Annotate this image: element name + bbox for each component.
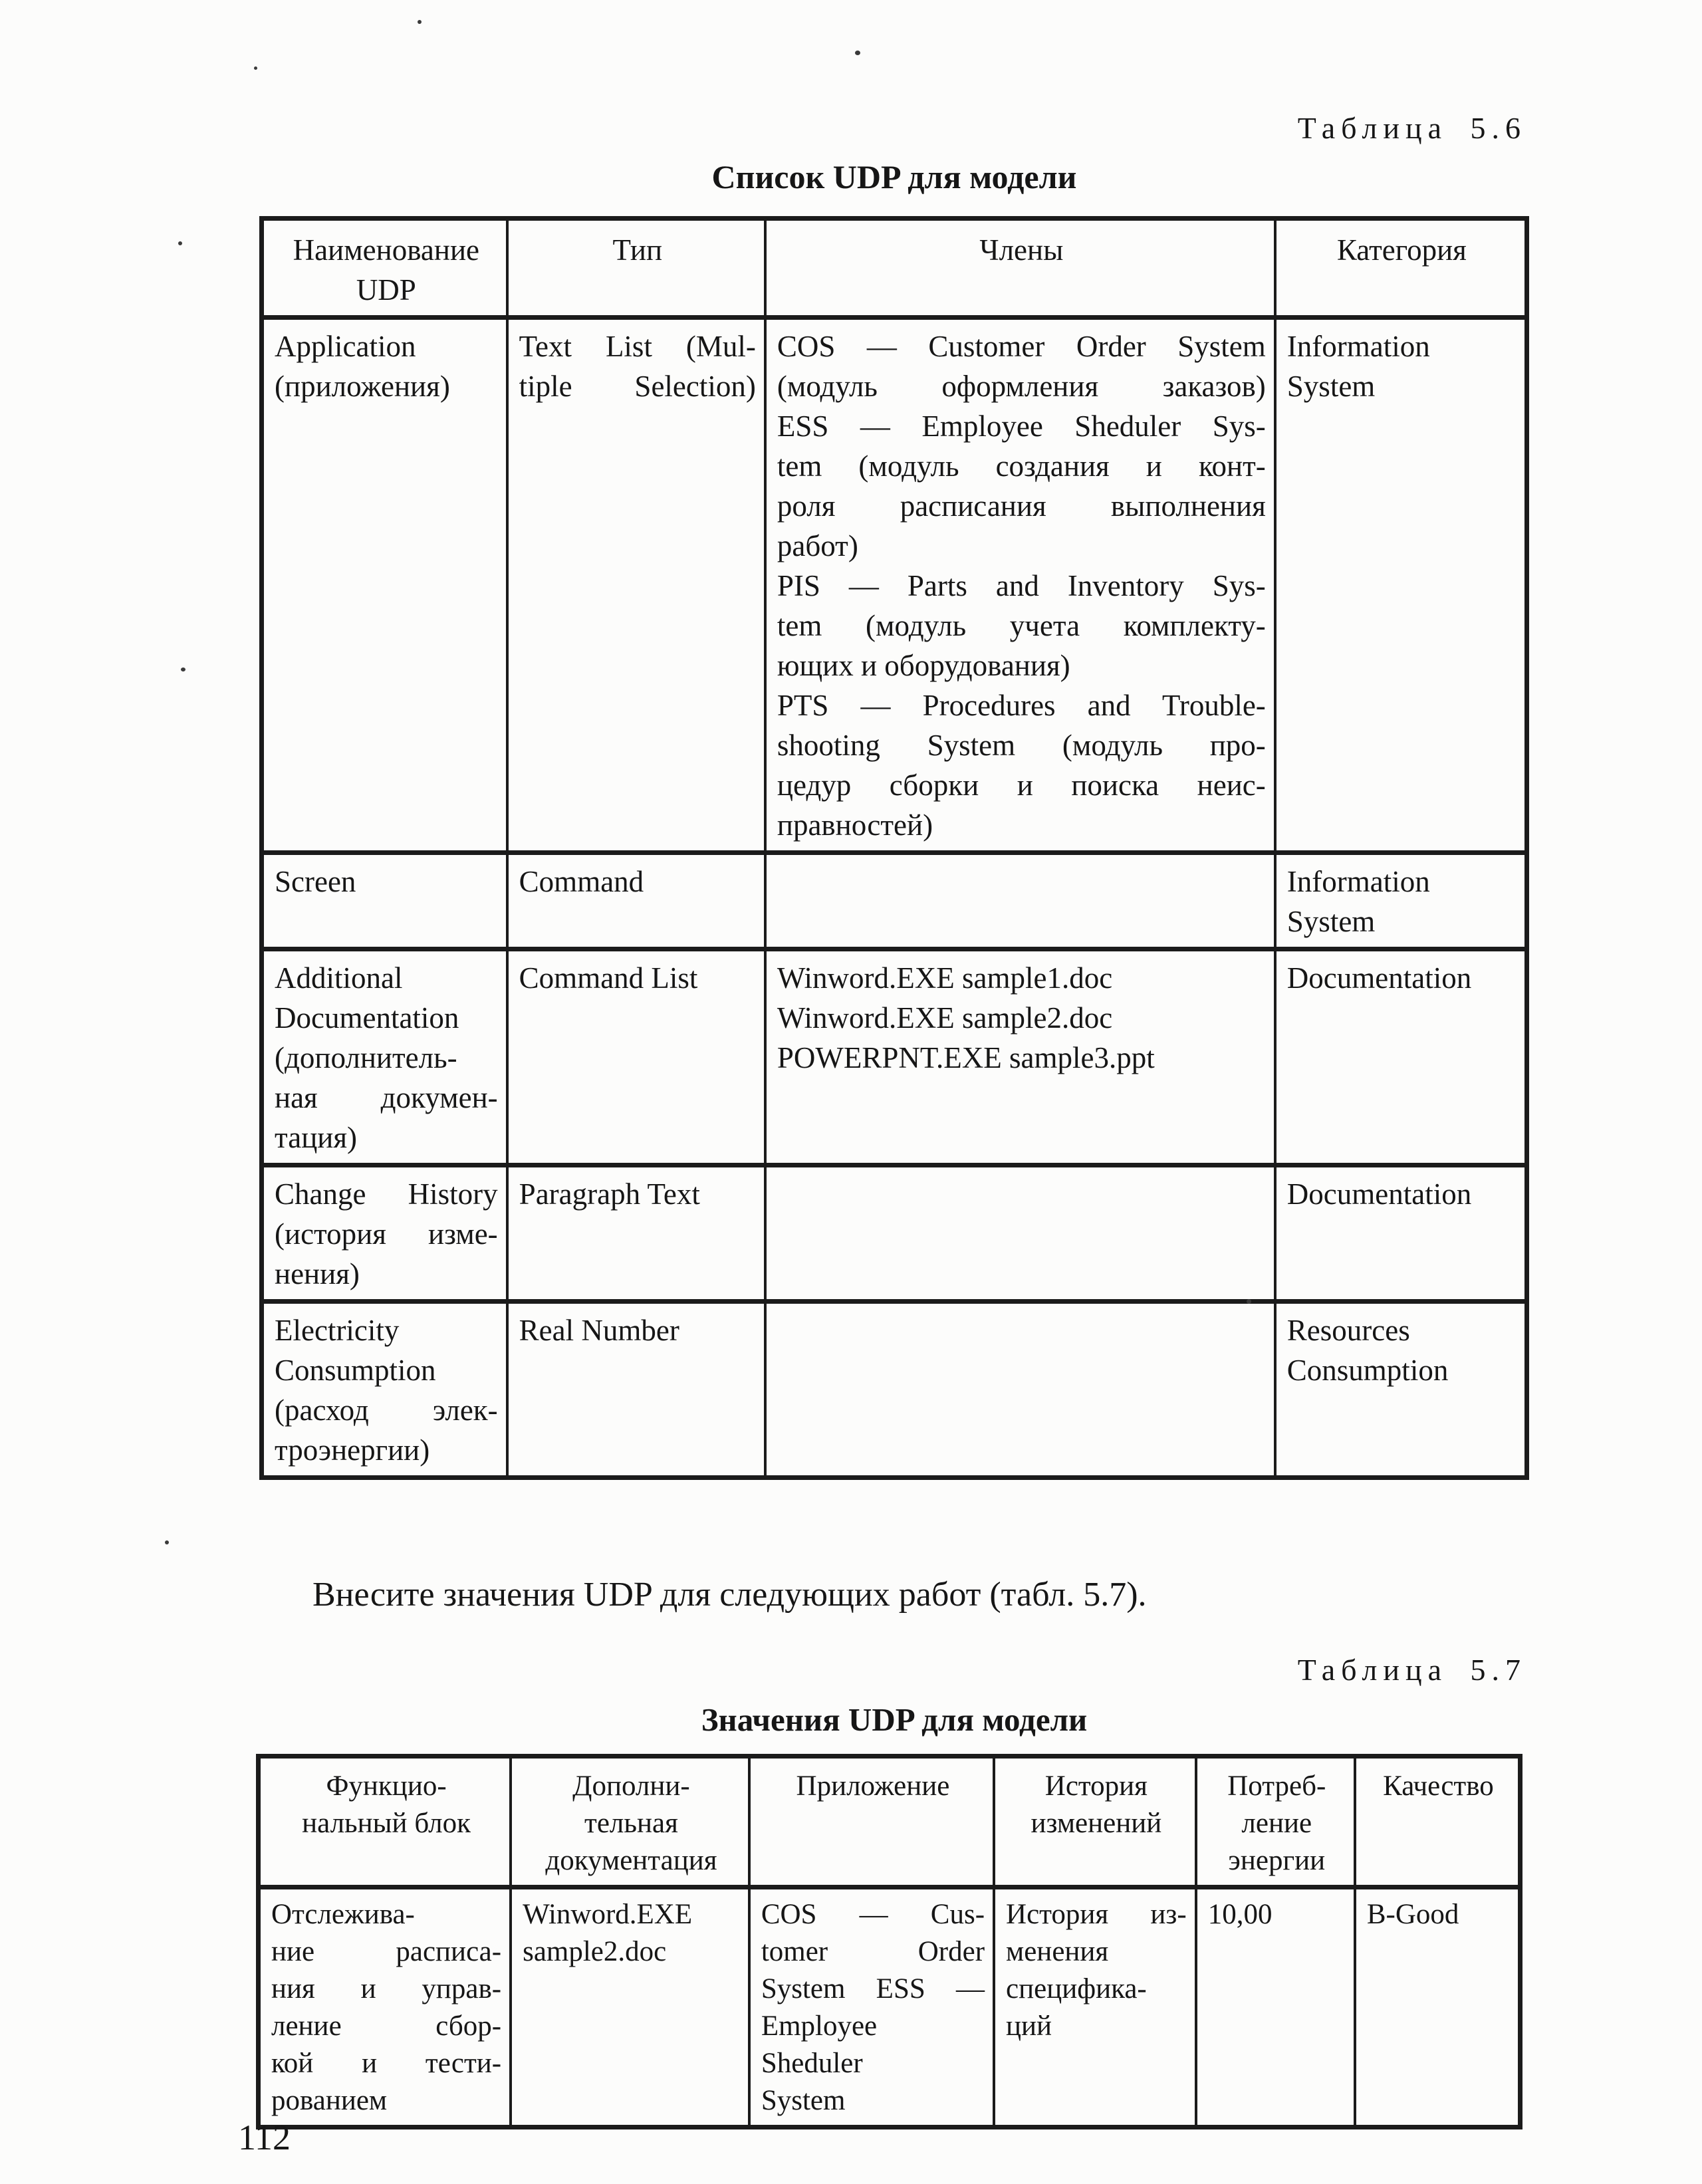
t1-r3-type-cell: Command List bbox=[507, 949, 765, 1165]
t1-r4-members-cell bbox=[765, 1165, 1275, 1302]
scan-speck bbox=[165, 1540, 169, 1544]
t1-r1-members-cell: COS — Customer Order System (модуль оформления заказов) ESS — Employee Sheduler Sys- tem (модуль создания и конт- роля расписания выполнения работ) PIS — Parts and Inventory Sys- tem (модуль учета комплекту- ющих и оборудования) PTS — Procedures and Trouble- shooting System (модуль про- цедур сборки и поиска неис- правностей) bbox=[765, 318, 1275, 853]
t1-header-type: Тип bbox=[507, 219, 765, 318]
table-5-6-title: Список UDP для модели bbox=[711, 158, 1077, 195]
t1-r4-type-cell: Paragraph Text bbox=[507, 1165, 765, 1302]
scan-speck bbox=[181, 667, 185, 671]
t1-header-members: Члены bbox=[765, 219, 1275, 318]
t1-r1-type-cell: Text List (Mul- tiple Selection) bbox=[507, 318, 765, 853]
t2-r1-energy-cell: 10,00 bbox=[1196, 1887, 1355, 2127]
scan-speck bbox=[418, 20, 422, 24]
table-5-6-caption: Таблица 5.6 bbox=[1297, 111, 1526, 145]
udp-values-header-row bbox=[259, 1757, 1520, 1887]
t1-r3-members-cell: Winword.EXE sample1.doc Winword.EXE sample2.doc POWERPNT.EXE sample3.ppt bbox=[765, 949, 1275, 1165]
t1-header-name: Наименование UDP bbox=[262, 219, 507, 318]
table-row bbox=[259, 1887, 1520, 2127]
t1-r5-category-cell: Resources Consumption bbox=[1275, 1302, 1527, 1478]
t1-r3-category-cell: Documentation bbox=[1275, 949, 1527, 1165]
t2-header-history: История изменений bbox=[994, 1757, 1196, 1887]
table-5-7-title: Значения UDP для модели bbox=[701, 1701, 1088, 1738]
t1-r2-members-cell bbox=[765, 853, 1275, 949]
table-row bbox=[262, 853, 1527, 949]
t2-header-quality: Качество bbox=[1355, 1757, 1520, 1887]
t2-r1-block-cell: Отслежива- ние расписа- ния и управ- ление сбор- кой и тести- рованием bbox=[259, 1887, 511, 2127]
t1-r5-members-cell bbox=[765, 1302, 1275, 1478]
t2-r1-application-cell: COS — Cus- tomer Order System ESS — Employee Sheduler System bbox=[749, 1887, 994, 2127]
t1-r2-name-cell: Screen bbox=[262, 853, 507, 949]
table-row bbox=[262, 318, 1527, 853]
t1-r1-category-cell: Information System bbox=[1275, 318, 1527, 853]
table-row bbox=[262, 1165, 1527, 1302]
t2-r1-history-cell: История из- менения специфика- ций bbox=[994, 1887, 1196, 2127]
t1-r4-name-cell: Change History (история изме- нения) bbox=[262, 1165, 507, 1302]
t2-r1-docs-cell: Winword.EXE sample2.doc bbox=[511, 1887, 749, 2127]
udp-values-table bbox=[256, 1754, 1522, 2129]
table-5-7-caption: Таблица 5.7 bbox=[1297, 1653, 1526, 1687]
scan-speck bbox=[855, 51, 860, 55]
table-row bbox=[262, 1302, 1527, 1478]
t2-r1-quality-cell: B-Good bbox=[1355, 1887, 1520, 2127]
table-row bbox=[262, 949, 1527, 1165]
t1-r3-name-cell: Additional Documentation (дополнитель- ная докумен- тация) bbox=[262, 949, 507, 1165]
instruction-paragraph: Внесите значения UDP для следующих работ (табл. 5.7). bbox=[312, 1576, 1147, 1614]
t1-r2-type-cell: Command bbox=[507, 853, 765, 949]
t1-r5-name-cell: Electricity Consumption (расход элек- троэнергии) bbox=[262, 1302, 507, 1478]
t1-r5-type-cell: Real Number bbox=[507, 1302, 765, 1478]
scan-speck bbox=[178, 241, 182, 245]
t2-header-block: Функцио- нальный блок bbox=[259, 1757, 511, 1887]
udp-list-table bbox=[259, 216, 1529, 1480]
t1-r1-name-cell: Application (приложения) bbox=[262, 318, 507, 853]
scan-speck bbox=[1247, 1299, 1251, 1304]
t2-header-docs: Дополни- тельная документация bbox=[511, 1757, 749, 1887]
scan-speck bbox=[254, 66, 257, 70]
t1-r4-category-cell: Documentation bbox=[1275, 1165, 1527, 1302]
page-number: 112 bbox=[238, 2118, 291, 2157]
udp-list-header-row bbox=[262, 219, 1527, 318]
t1-header-category: Категория bbox=[1275, 219, 1527, 318]
t2-header-energy: Потреб- ление энергии bbox=[1196, 1757, 1355, 1887]
t1-r2-category-cell: Information System bbox=[1275, 853, 1527, 949]
t2-header-application: Приложение bbox=[749, 1757, 994, 1887]
